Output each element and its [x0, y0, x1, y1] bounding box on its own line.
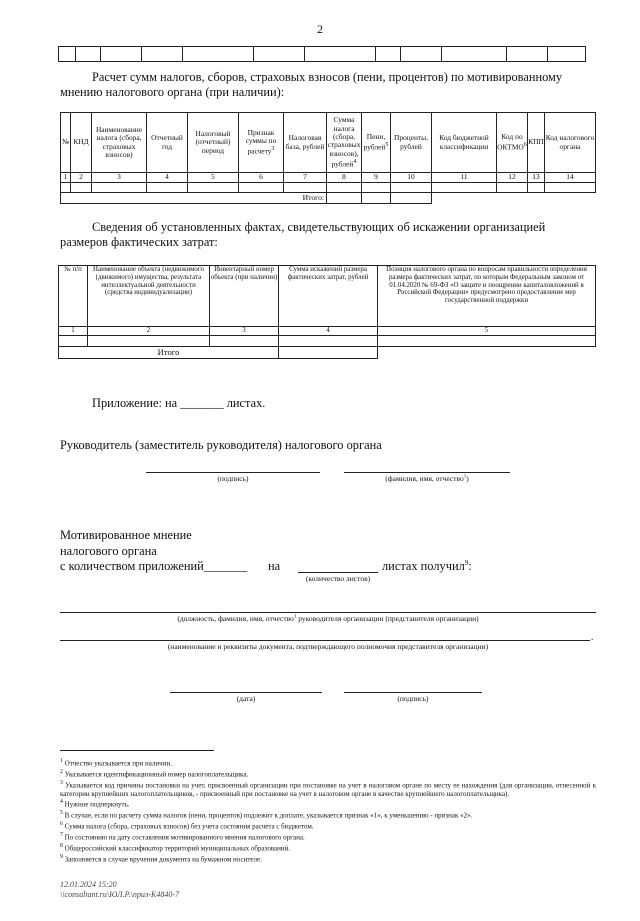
header-cell [362, 113, 391, 173]
footnote-text: Общероссийский классификатор территорий муниципальных образований. [62, 844, 291, 853]
footnote-item [60, 798, 596, 809]
footnote-item [60, 842, 596, 853]
footnote-ref: 3 [271, 146, 275, 153]
section1-title [60, 70, 596, 100]
footnote-text: Указывается код причины постановки на учет, присвоенный организации при постановке на учет в налоговом органе по месту ее нахождения (для организации, отнесенной к категории крупнейших налогоплательщиков, - присвоенный при постановке на учет в налоговом органе в качестве крупнейшего налогоплательщика). [60, 781, 596, 798]
sheet-count-line [298, 572, 378, 573]
position-line [60, 612, 596, 613]
footnote-item [60, 768, 596, 779]
received-line3: с количеством приложений_______ [60, 559, 248, 573]
header-cell: № п/п [59, 266, 88, 327]
footnote-ref: 1 [463, 474, 467, 480]
table-row [59, 336, 596, 347]
footnote-text: Указывается идентификационный номер налогоплательщика. [62, 770, 249, 779]
footnote-ref: 5 [385, 142, 389, 149]
header-cell: Позиция налогового органа по вопросам правильности определения размера фактических затрат, по которым Федеральным законом от 01.04.2020 № 69-ФЗ «О защите и поощрении капиталовложений в Российской Федерации» предусмотрено предоставление мер государственной поддержки [378, 266, 596, 327]
received-signature-caption: (подпись) [397, 694, 429, 703]
received-on: на [268, 559, 281, 573]
received-block [60, 528, 247, 575]
sheets-colon: : [468, 559, 472, 574]
footnote-text: По состоянию на дату составления мотивированного мнения налогового органа. [62, 833, 305, 842]
section2-title-line2: размеров фактических затрат: [60, 235, 218, 249]
attachment-line: Приложение: на _______ листах. [92, 396, 266, 410]
header-cell [497, 113, 528, 173]
footnote-separator [60, 750, 214, 751]
header-text: Код по ОКТМО [497, 131, 524, 152]
header-cell [239, 113, 284, 173]
footnote-number: 9 [60, 853, 63, 860]
header-cell: Налоговая база, рублей [284, 113, 327, 173]
total-label: Итого [59, 347, 279, 359]
table-row [61, 183, 596, 193]
footnote-text: В случае, если по расчету сумма налогов (пени, процентов) подлежит к доплате, указывается признак «1», к уменьшению - признак «2». [62, 811, 473, 820]
signature-caption: (подпись) [217, 474, 249, 483]
header-cell: Сумма искажений размера фактических затрат, рублей [279, 266, 378, 327]
col-number: 13 [528, 173, 545, 183]
footnote-ref: 9 [464, 559, 469, 567]
header-text: Пени, рублей [363, 131, 386, 152]
header-cell: Наименование объекта (недвижимого (движимого) имущества, результата интеллектуальной деятельности (средства индивидуализации) [88, 266, 210, 327]
footnote-text: Сумма налога (сбора, страховых взносов) без учета состояния расчета с бюджетом. [62, 822, 314, 831]
col-number: 1 [59, 327, 88, 336]
head-title: Руководитель (заместитель руководителя) налогового органа [60, 438, 382, 452]
footnote-text: Нужное подчеркнуть. [62, 800, 130, 809]
footnote-ref: 4 [353, 158, 357, 165]
col-number: 3 [210, 327, 279, 336]
name-caption [344, 474, 510, 483]
received-line1: Мотивированное мнение [60, 528, 192, 542]
footnote-item [60, 831, 596, 842]
header-cell: Код бюджетной классификации [432, 113, 497, 173]
footnote-number: 1 [60, 758, 63, 764]
footnotes [60, 757, 596, 864]
header-text: Сумма налога (сбора, страховых взносов), рублей [327, 115, 361, 169]
footnote-text: Заполняется в случае вручения документа на бумажном носителе. [62, 855, 262, 864]
col-number: 6 [239, 173, 284, 183]
col-number: 8 [327, 173, 362, 183]
footnote-ref: 6 [523, 142, 527, 149]
header-cell: Отчетный год [147, 113, 188, 173]
total-label: Итого: [61, 193, 327, 204]
total-row [61, 193, 596, 204]
col-number: 9 [362, 173, 391, 183]
header-cell: Проценты, рублей [391, 113, 432, 173]
sheets-text: листах получил [382, 559, 465, 574]
section2-title [60, 220, 596, 250]
received-signature-line [344, 692, 482, 693]
signature-line [146, 472, 320, 473]
position-caption-text: (должность, фамилия, имя, отчество [177, 614, 294, 623]
col-number: 2 [71, 173, 92, 183]
position-caption-rest: руководителя организации (представителя организации) [296, 614, 479, 623]
received-sheets [382, 559, 472, 574]
footnote-number: 5 [60, 810, 63, 817]
col-number: 1 [61, 173, 71, 183]
col-number: 2 [88, 327, 210, 336]
document-line-end-mark: . [591, 632, 594, 642]
header-cell: Инвентарный номер объекта (при наличии) [210, 266, 279, 327]
col-number: 10 [391, 173, 432, 183]
col-number: 7 [284, 173, 327, 183]
col-number: 3 [92, 173, 147, 183]
document-caption: (наименование и реквизиты документа, подтверждающего полномочия представителя организации) [167, 642, 489, 651]
footnote-item [60, 779, 596, 799]
stamp-path: \\consultant.ru\ЮЛ.Р.\прил-К4840-7 [60, 890, 180, 899]
footnote-number: 8 [60, 843, 63, 850]
footnote-item [60, 809, 596, 820]
stamp-datetime: 12.01.2024 15:20 [60, 880, 117, 889]
header-cell: Наименование налога (сбора, страховых взносов) [92, 113, 147, 173]
date-line [170, 692, 322, 693]
received-line2: налогового органа [60, 543, 157, 558]
page-number: 2 [317, 22, 323, 36]
table-header-row [61, 113, 596, 173]
col-number: 5 [188, 173, 239, 183]
header-cell: № [61, 113, 71, 173]
footnote-text: Отчество указывается при наличии. [62, 759, 172, 768]
header-cell: Код налогового органа [545, 113, 596, 173]
col-number: 4 [147, 173, 188, 183]
footnote-item [60, 820, 596, 831]
name-line [344, 472, 510, 473]
cost-distortion-table [58, 265, 596, 359]
col-number: 11 [432, 173, 497, 183]
document-line [60, 640, 590, 641]
header-text: Признак суммы по расчету [245, 127, 277, 156]
header-cell [327, 113, 362, 173]
print-stamp [60, 880, 179, 900]
date-caption: (дата) [236, 694, 256, 703]
column-number-row [61, 173, 596, 183]
name-caption-close: ) [466, 474, 469, 483]
col-number: 5 [378, 327, 596, 336]
section2-title-line1: Сведения об установленных фактах, свидетельствующих об искажении организацией [92, 220, 546, 234]
footnote-ref: 1 [293, 614, 297, 620]
name-caption-text: (фамилия, имя, отчество [385, 474, 464, 483]
table-header-row [59, 266, 596, 327]
footnote-number: 3 [60, 779, 63, 786]
total-row [59, 347, 596, 359]
section1-title-line1: Расчет сумм налогов, сборов, страховых взносов (пени, процентов) по мотивированному [92, 70, 563, 84]
section1-title-line2: мнению налогового органа (при наличии): [60, 85, 285, 99]
footnote-item [60, 757, 596, 768]
footnote-number: 6 [60, 821, 63, 828]
sheet-count-caption: (количество листов) [305, 574, 371, 583]
header-cell: КНД [71, 113, 92, 173]
header-cell: Налоговый (отчетный) период [188, 113, 239, 173]
col-number: 12 [497, 173, 528, 183]
header-cell: КПП [528, 113, 545, 173]
footnote-number: 4 [60, 799, 63, 806]
col-number: 4 [279, 327, 378, 336]
footnote-item [60, 853, 596, 864]
col-number: 14 [545, 173, 596, 183]
tax-calculation-table [60, 112, 596, 204]
position-caption [60, 614, 596, 623]
top-strip-table [58, 46, 586, 62]
footnote-number: 7 [60, 832, 63, 839]
column-number-row [59, 327, 596, 336]
footnote-number: 2 [60, 768, 63, 775]
